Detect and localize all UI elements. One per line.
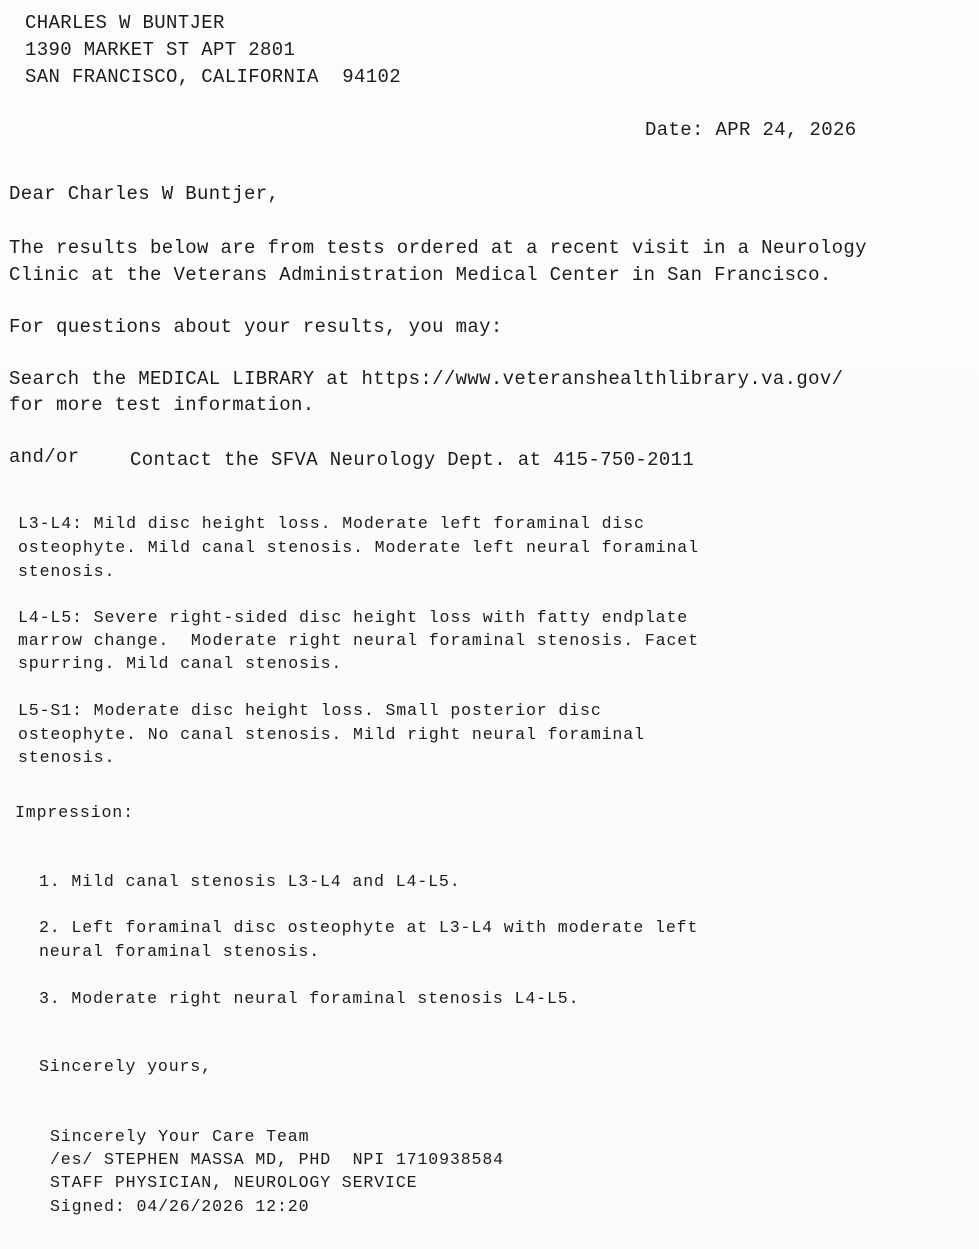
finding-l4-l5-line-2: marrow change. Moderate right neural foraminal stenosis. Facet (18, 631, 699, 650)
questions-line: For questions about your results, you may: (9, 316, 503, 338)
finding-l5-s1-line-1: L5-S1: Moderate disc height loss. Small posterior disc (18, 701, 602, 720)
closing: Sincerely yours, (39, 1057, 212, 1076)
letter-date: Date: APR 24, 2026 (645, 119, 857, 141)
impression-item-1: 1. Mild canal stenosis L3-L4 and L4-L5. (39, 872, 461, 891)
signature-team: Sincerely Your Care Team (50, 1127, 310, 1146)
recipient-name: CHARLES W BUNTJER (25, 12, 225, 34)
signature-title: STAFF PHYSICIAN, NEUROLOGY SERVICE (50, 1173, 418, 1192)
finding-l4-l5-line-1: L4-L5: Severe right-sided disc height loss with fatty endplate (18, 608, 689, 627)
intro-line-2: Clinic at the Veterans Administration Medical Center in San Francisco. (9, 264, 832, 286)
contact-text: Contact the SFVA Neurology Dept. at 415-750-2011 (130, 449, 695, 471)
impression-item-3: 3. Moderate right neural foraminal stenosis L4-L5. (39, 989, 580, 1008)
finding-l3-l4-line-2: osteophyte. Mild canal stenosis. Moderate left neural foraminal (18, 538, 699, 557)
intro-line-1: The results below are from tests ordered at a recent visit in a Neurology (9, 237, 867, 259)
impression-item-2-line-1: 2. Left foraminal disc osteophyte at L3-L4 with moderate left (39, 918, 699, 937)
impression-heading: Impression: (15, 803, 134, 822)
search-line-2: for more test information. (9, 394, 315, 416)
signature-physician: /es/ STEPHEN MASSA MD, PHD NPI 1710938584 (50, 1150, 504, 1169)
search-line-1: Search the MEDICAL LIBRARY at https://www.veteranshealthlibrary.va.gov/ (9, 368, 844, 390)
impression-item-2-line-2: neural foraminal stenosis. (39, 942, 321, 961)
contact-prefix: and/or (9, 446, 80, 468)
finding-l3-l4-line-3: stenosis. (18, 562, 116, 581)
finding-l5-s1-line-2: osteophyte. No canal stenosis. Mild right neural foraminal (18, 725, 645, 744)
greeting: Dear Charles W Buntjer, (9, 183, 280, 205)
signature-timestamp: Signed: 04/26/2026 12:20 (50, 1197, 310, 1216)
recipient-street: 1390 MARKET ST APT 2801 (25, 39, 296, 61)
recipient-city: SAN FRANCISCO, CALIFORNIA 94102 (25, 66, 402, 88)
finding-l4-l5-line-3: spurring. Mild canal stenosis. (18, 654, 343, 673)
finding-l3-l4-line-1: L3-L4: Mild disc height loss. Moderate left foraminal disc (18, 514, 645, 533)
finding-l5-s1-line-3: stenosis. (18, 748, 116, 767)
